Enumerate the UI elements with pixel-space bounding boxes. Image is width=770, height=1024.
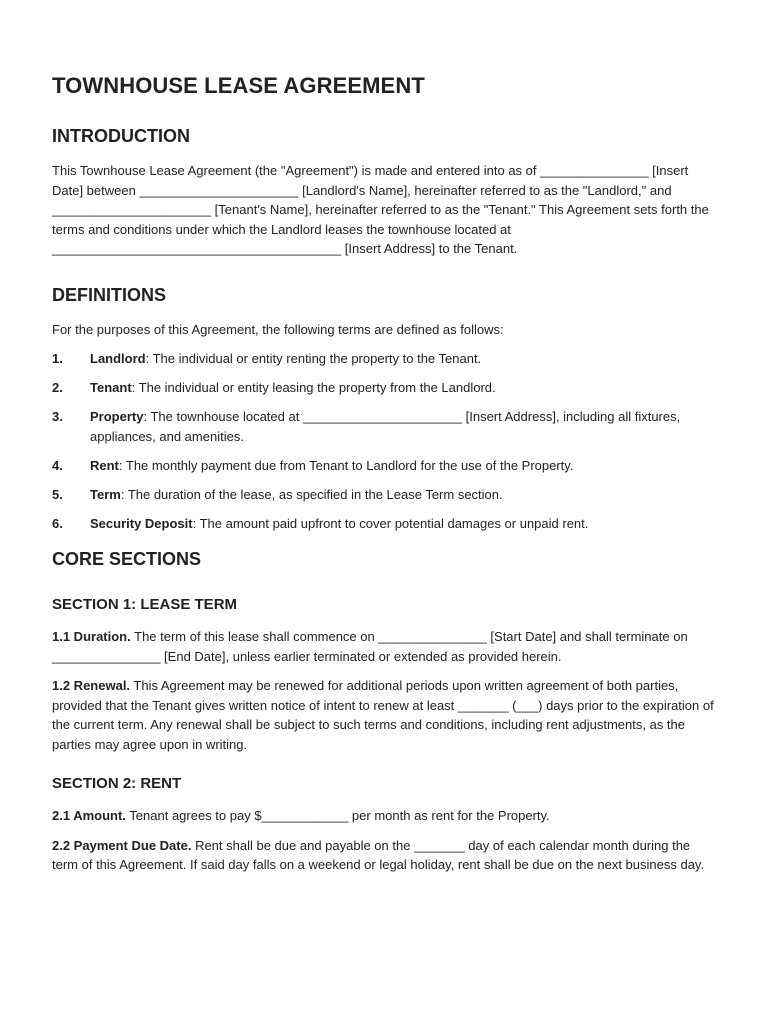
list-item bbox=[52, 349, 717, 369]
list-item-body bbox=[90, 456, 717, 476]
definition-term: Rent bbox=[90, 457, 119, 473]
definitions-list bbox=[52, 349, 717, 533]
list-item-body bbox=[90, 485, 717, 505]
core-sections-heading: CORE SECTIONS bbox=[52, 549, 202, 569]
list-item bbox=[52, 456, 717, 476]
definition-term: Tenant bbox=[90, 380, 132, 395]
list-item-body bbox=[90, 349, 717, 369]
definition-text: : The individual or entity leasing the property from the Landlord. bbox=[131, 380, 496, 395]
list-item-number: 6. bbox=[52, 515, 63, 531]
clause-text: This Agreement may be renewed for additional periods upon written agreement of both parties, provided that the Tenant gives written notice of intent to renew at least _______ (___) days prior to the expiration of the current term. Any renewal shall be subject to such terms and conditions, including rent adjustments, as the parties may agree upon in writing. bbox=[52, 678, 714, 752]
introduction-paragraph: This Townhouse Lease Agreement (the "Agreement") is made and entered into as of _______________ [Insert Date] between ______________________ [Landlord's Name], hereinafter referred to as the "Landlord," and ______________________ [Tenant's Name], hereinafter referred to as the "Tenant." This Agreement sets forth the terms and conditions under which the Landlord leases the townhouse located at ________________________________________ [Insert Address] to the Tenant. bbox=[52, 163, 709, 256]
definitions-heading: DEFINITIONS bbox=[52, 284, 167, 305]
introduction-heading: INTRODUCTION bbox=[52, 126, 190, 146]
clause-text: Tenant agrees to pay $____________ per month as rent for the Property. bbox=[125, 808, 550, 823]
definition-term: Security Deposit bbox=[90, 515, 193, 531]
definition-text: : The amount paid upfront to cover potential damages or unpaid rent. bbox=[192, 515, 589, 531]
definitions-intro: For the purposes of this Agreement, the following terms are defined as follows: bbox=[52, 321, 504, 337]
list-item-number: 3. bbox=[52, 409, 63, 424]
section-2-heading: SECTION 2: RENT bbox=[52, 775, 182, 792]
list-item bbox=[52, 407, 717, 446]
clause-1-2 bbox=[52, 676, 717, 754]
definition-term: Property bbox=[90, 409, 144, 424]
definition-text: : The duration of the lease, as specified in the Lease Term section. bbox=[120, 486, 503, 502]
list-item-number: 1. bbox=[52, 351, 63, 366]
list-item bbox=[52, 485, 717, 505]
clause-text: Rent shall be due and payable on the _______ day of each calendar month during the term of this Agreement. If said day falls on a weekend or legal holiday, rent shall be due on the next business day. bbox=[52, 837, 705, 872]
definition-text: : The monthly payment due from Tenant to Landlord for the use of the Property. bbox=[118, 457, 574, 473]
document-title: TOWNHOUSE LEASE AGREEMENT bbox=[52, 73, 425, 98]
clause-label: 2.1 Amount. bbox=[52, 808, 126, 823]
definition-term: Landlord bbox=[90, 351, 146, 366]
section-1-heading: SECTION 1: LEASE TERM bbox=[52, 596, 238, 613]
list-item-body bbox=[90, 514, 717, 534]
clause-label: 1.1 Duration. bbox=[52, 629, 131, 644]
definition-text: : The townhouse located at ______________________ [Insert Address], including all fixtures, appliances, and amenities. bbox=[90, 409, 681, 444]
list-item-body bbox=[90, 378, 717, 398]
list-item bbox=[52, 378, 717, 398]
document-page bbox=[52, 72, 717, 875]
list-item-number: 5. bbox=[52, 486, 63, 502]
list-item-number: 4. bbox=[52, 457, 63, 473]
list-item bbox=[52, 514, 717, 534]
clause-text: The term of this lease shall commence on _______________ [Start Date] and shall terminate on _______________ [End Date], unless earlier terminated or extended as provided herein. bbox=[52, 629, 688, 664]
definition-text: : The individual or entity renting the property to the Tenant. bbox=[145, 351, 482, 366]
clause-label: 2.2 Payment Due Date. bbox=[52, 837, 192, 853]
list-item-body bbox=[90, 407, 717, 446]
definition-term: Term bbox=[90, 486, 121, 502]
clause-1-1 bbox=[52, 627, 717, 666]
clause-2-1 bbox=[52, 806, 717, 826]
clause-2-2 bbox=[52, 836, 717, 875]
list-item-number: 2. bbox=[52, 380, 63, 395]
clause-label: 1.2 Renewal. bbox=[52, 678, 131, 693]
